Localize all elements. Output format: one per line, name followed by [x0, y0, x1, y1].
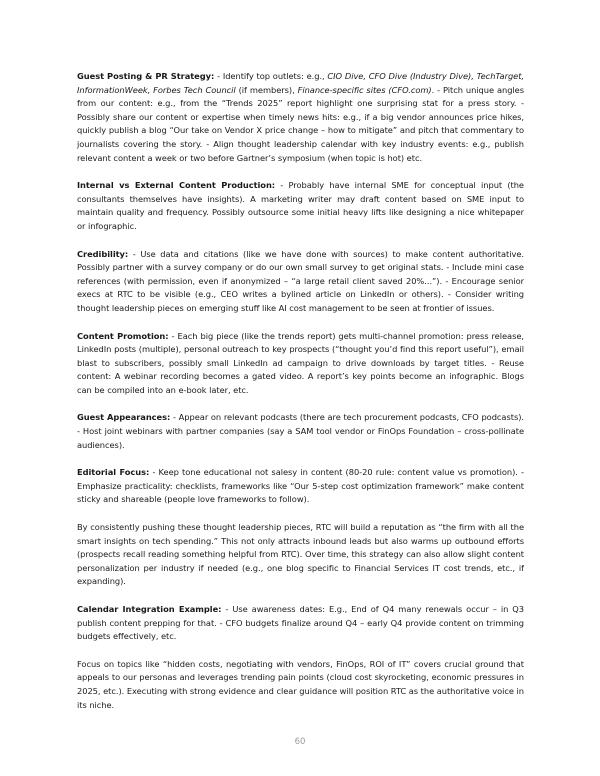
paragraph-text: - Keep tone educational not salesy in content (80-20 rule: content value vs promotion). - Emphasize practicality: checklists, frameworks like “Our 5-step cost optimization framework” make content sticky and shareable (people love frameworks to follow).: [77, 467, 524, 505]
paragraph-guest-appearances: [77, 411, 524, 452]
paragraph-text: (if members),: [235, 84, 298, 95]
heading-credibility: Credibility:: [77, 248, 129, 259]
heading-guest-posting: Guest Posting & PR Strategy:: [77, 71, 215, 81]
paragraph-content-promotion: [77, 330, 524, 398]
page-number: 60: [294, 737, 306, 747]
page-content: [77, 70, 524, 726]
paragraph-text: - Use data and citations (like we have done with sources) to make content authoritative. Possibly partner with a survey company or do our own small survey to get original stats. - Include mini case references (with permission, even if anonymized – “a large retail client saved 20%...”). - Encourage senior execs at RTC to be visible (e.g., CEO writes a bylined article on LinkedIn or others). - Consider writing thought leadership pieces on emerging stuff like AI cost management to be seen at frontier of issues.: [77, 248, 524, 313]
paragraph-guest-posting: [77, 70, 524, 165]
paragraph-summary: [77, 521, 524, 589]
paragraph-credibility: [77, 248, 524, 316]
outlet-list: CIO Dive, CFO Dive (Industry Dive), TechTarget, InformationWeek, Forbes Tech Council: [77, 71, 525, 95]
paragraph-text: . - Pitch unique angles from our content: e.g., from the “Trends 2025” report highlight one surprising stat for a press story. - Possibly share our content or expertise when timely news hits: e.g., if a big vendor announces price hikes, quickly publish a blog “Our take on Vendor X price change – how to mitigate” and pitch that commentary to journalists covering the story. - Align thought leadership calendar with key industry events: e.g., publish relevant content a week or two before Gartner’s symposium (when topic is hot) etc.: [77, 84, 525, 163]
heading-guest-appearances: Guest Appearances:: [77, 412, 171, 423]
paragraph-content-production: [77, 179, 524, 233]
paragraph-text: - Use awareness dates: E.g., End of Q4 many renewals occur – in Q3 publish content prepping for that. - CFO budgets finalize around Q4 – early Q4 provide content on trimming budgets effectively, etc.: [77, 604, 524, 642]
finance-sites: Finance-specific sites (CFO.com): [297, 84, 432, 95]
paragraph-text: - Identify top outlets: e.g.,: [214, 71, 328, 81]
paragraph-text: - Appear on relevant podcasts (there are tech procurement podcasts, CFO podcasts). - Host joint webinars with partner companies (say a SAM tool vendor or FinOps Foundation – cross-pollinate audiences).: [77, 412, 524, 450]
heading-content-promotion: Content Promotion:: [77, 330, 169, 341]
heading-content-production: Internal vs External Content Production:: [77, 180, 276, 191]
paragraph-text: Focus on topics like “hidden costs, negotiating with vendors, FinOps, ROI of IT” covers crucial ground that appeals to our personas and leverages trending pain points (cloud cost skyrocketing, economic pressures in 2025, etc.). Executing with strong evidence and clear guidance will position RTC as the authoritative voice in its niche.: [77, 658, 524, 710]
paragraph-editorial-focus: [77, 466, 524, 507]
paragraph-text: - Each big piece (like the trends report) gets multi-channel promotion: press release, LinkedIn posts (multiple), personal outreach to key prospects (“thought you’d find this report useful”), email blast to subscribers, possibly small LinkedIn ad campaign to drive downloads by target titles. - Reuse content: A webinar recording becomes a gated video. A report’s key points become an infographic. Blogs can be compiled into an e-book later, etc.: [77, 330, 524, 395]
paragraph-text: By consistently pushing these thought leadership pieces, RTC will build a reputation as “the firm with all the smart insights on tech spending.” This not only attracts inbound leads but also warms up outbound efforts (prospects recall reading something helpful from RTC). Over time, this strategy can also allow slight content personalization per industry if needed (e.g., one blog specific to Financial Services IT cost trends, etc., if expanding).: [77, 522, 524, 587]
paragraph-text: - Probably have internal SME for conceptual input (the consultants themselves have insights). A marketing writer may draft content based on SME input to maintain quality and frequency. Possibly outsource some initial heavy lifts like designing a nice whitepaper or infographic.: [77, 180, 524, 231]
heading-calendar-integration: Calendar Integration Example:: [77, 604, 222, 614]
paragraph-calendar-integration: [77, 603, 524, 644]
paragraph-focus-topics: [77, 658, 524, 712]
heading-editorial-focus: Editorial Focus:: [77, 467, 150, 478]
